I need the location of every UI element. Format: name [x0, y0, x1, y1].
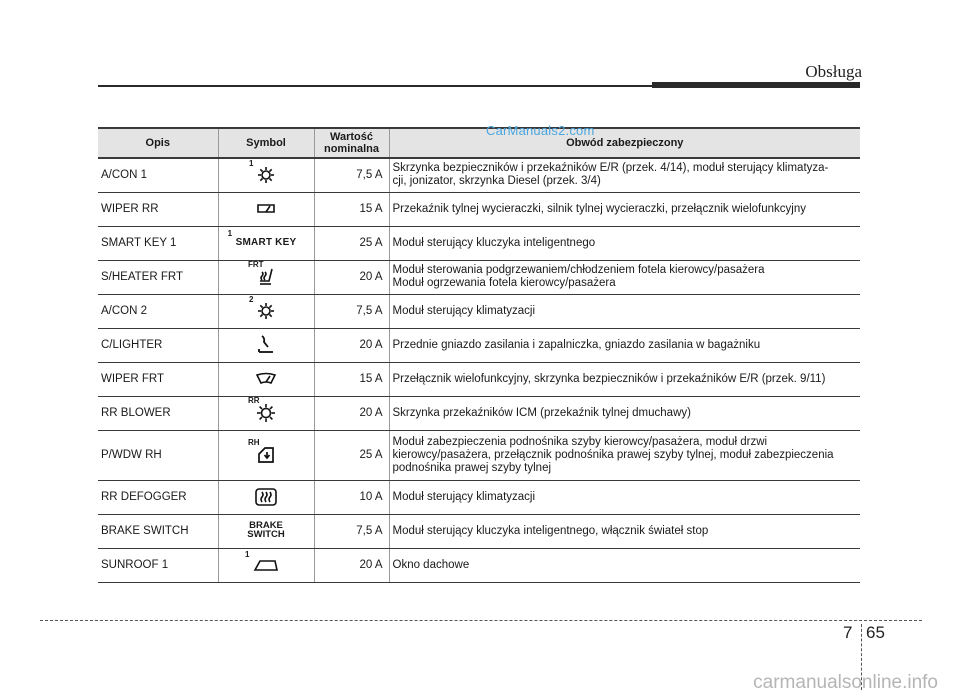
fuse-symbol [218, 480, 314, 514]
fuse-mark: 1 [227, 229, 233, 239]
fuse-mark: 1 [249, 159, 254, 169]
table-row [98, 396, 860, 430]
fuse-circuit [389, 260, 860, 294]
fuse-symbol [218, 362, 314, 396]
rear-wiper-icon [256, 202, 276, 216]
fuse-value: 20 A [314, 328, 389, 362]
fuse-desc: BRAKE SWITCH [98, 514, 218, 548]
brake-switch-icon-line2: SWITCH [247, 529, 285, 540]
fuse-circuit: Przełącznik wielofunkcyjny, skrzynka bezpieczników i przekaźników E/R (przek. 9/11) [389, 362, 860, 396]
fuse-desc: RR BLOWER [98, 396, 218, 430]
front-wiper-icon [255, 372, 277, 386]
fuse-mark: RR [248, 396, 260, 405]
fuse-mark: FRT [248, 260, 264, 269]
brake-switch-icon [247, 521, 284, 539]
fuse-symbol [218, 226, 314, 260]
fuse-value: 25 A [314, 430, 389, 480]
table-row [98, 192, 860, 226]
table-row [98, 294, 860, 328]
table-row [98, 514, 860, 548]
table-row [98, 158, 860, 192]
fuse-symbol [218, 294, 314, 328]
col-header-value-line1: Wartość [330, 131, 373, 143]
fuse-value: 20 A [314, 396, 389, 430]
fuse-circuit: Moduł sterujący klimatyzacji [389, 294, 860, 328]
table-row [98, 260, 860, 294]
col-header-value-line2: nominalna [323, 143, 379, 155]
rear-blower-icon [256, 403, 276, 423]
fuse-circuit-line: Skrzynka bezpieczników i przekaźników E/R (przek. 4/14), moduł sterujący klimatyza- [392, 162, 829, 175]
fuse-circuit: Skrzynka przekaźników ICM (przekaźnik tylnej dmuchawy) [389, 396, 860, 430]
fuse-value: 10 A [314, 480, 389, 514]
fuse-value: 15 A [314, 192, 389, 226]
fuse-symbol [218, 192, 314, 226]
rear-defogger-icon [254, 487, 278, 507]
ac-fan-icon [257, 302, 275, 320]
fuse-circuit: Moduł sterujący kluczyka inteligentnego, włącznik świateł stop [389, 514, 860, 548]
table-row [98, 548, 860, 582]
fuse-symbol [218, 548, 314, 582]
footer-rule [40, 620, 922, 621]
fuse-desc: C/LIGHTER [98, 328, 218, 362]
ac-fan-icon [257, 166, 275, 184]
fuse-desc: WIPER FRT [98, 362, 218, 396]
fuse-circuit: Okno dachowe [389, 548, 860, 582]
fuse-symbol [218, 396, 314, 430]
fuse-mark: 1 [245, 550, 250, 559]
col-header-desc: Opis [98, 128, 218, 158]
fuse-symbol [218, 514, 314, 548]
col-header-value [314, 128, 389, 158]
table-row [98, 362, 860, 396]
sunroof-icon [253, 557, 279, 573]
fuse-desc: P/WDW RH [98, 430, 218, 480]
fuse-mark: 2 [249, 295, 254, 304]
fuse-circuit: Przekaźnik tylnej wycieraczki, silnik tylnej wycieraczki, przełącznik wielofunkcyjny [389, 192, 860, 226]
site-watermark: carmanualsonline.info [753, 672, 938, 693]
fuse-value: 20 A [314, 548, 389, 582]
section-title: Obsługa [805, 62, 862, 81]
fuse-circuit-line: cji, jonizator, skrzynka Diesel (przek. 3/4) [392, 175, 601, 188]
fuse-circuit-line: podnośnika prawej szyby tylnej [392, 461, 552, 474]
fuse-circuit-line: Moduł ogrzewania fotela kierowcy/pasażera [392, 277, 616, 289]
fuse-desc: A/CON 2 [98, 294, 218, 328]
fuse-value: 7,5 A [314, 158, 389, 192]
fuse-circuit-line: kierowcy/pasażera, przełącznik podnośnika prawej szyby tylnej, moduł zabezpieczenia [392, 448, 834, 461]
header-bar [652, 82, 860, 88]
fuse-circuit-line: Moduł sterowania podgrzewaniem/chłodzeniem fotela kierowcy/pasażera [392, 264, 765, 276]
fuse-desc: A/CON 1 [98, 158, 218, 192]
fuse-desc: S/HEATER FRT [98, 260, 218, 294]
cigar-lighter-icon [256, 334, 276, 356]
fuse-value: 7,5 A [314, 514, 389, 548]
page-number: 65 [866, 623, 885, 642]
watermark: CarManuals2.com [486, 123, 595, 138]
table-row [98, 328, 860, 362]
fuse-value: 15 A [314, 362, 389, 396]
col-header-symbol: Symbol [218, 128, 314, 158]
fuse-desc: SMART KEY 1 [98, 226, 218, 260]
fuse-symbol [218, 158, 314, 192]
fuse-desc: RR DEFOGGER [98, 480, 218, 514]
fuse-desc: SUNROOF 1 [98, 548, 218, 582]
fuse-circuit: Przednie gniazdo zasilania i zapalniczka, gniazdo zasilania w bagażniku [389, 328, 860, 362]
table-row [98, 430, 860, 480]
seat-heater-icon [256, 267, 276, 287]
brake-switch-icon-line1: BRAKE [249, 520, 283, 531]
fuse-circuit [389, 158, 860, 192]
fuse-mark: RH [248, 438, 260, 447]
fuse-desc: WIPER RR [98, 192, 218, 226]
fuse-circuit [389, 430, 860, 480]
col-header-circuit: Obwód zabezpieczony [389, 128, 860, 158]
table-header-row [98, 128, 860, 158]
fuse-symbol [218, 260, 314, 294]
fuse-value: 25 A [314, 226, 389, 260]
smart-key-icon: SMART KEY [235, 237, 297, 249]
fuse-symbol [218, 430, 314, 480]
fuse-circuit: Moduł sterujący kluczyka inteligentnego [389, 226, 860, 260]
table-row [98, 226, 860, 260]
power-window-icon [256, 445, 276, 465]
fuse-circuit-line: Moduł zabezpieczenia podnośnika szyby kierowcy/pasażera, moduł drzwi [392, 435, 768, 448]
chapter-number: 7 [843, 623, 853, 642]
fuse-symbol [218, 328, 314, 362]
fuse-value: 7,5 A [314, 294, 389, 328]
fuse-circuit: Moduł sterujący klimatyzacji [389, 480, 860, 514]
fuse-value: 20 A [314, 260, 389, 294]
fuse-table [98, 127, 860, 583]
table-row [98, 480, 860, 514]
